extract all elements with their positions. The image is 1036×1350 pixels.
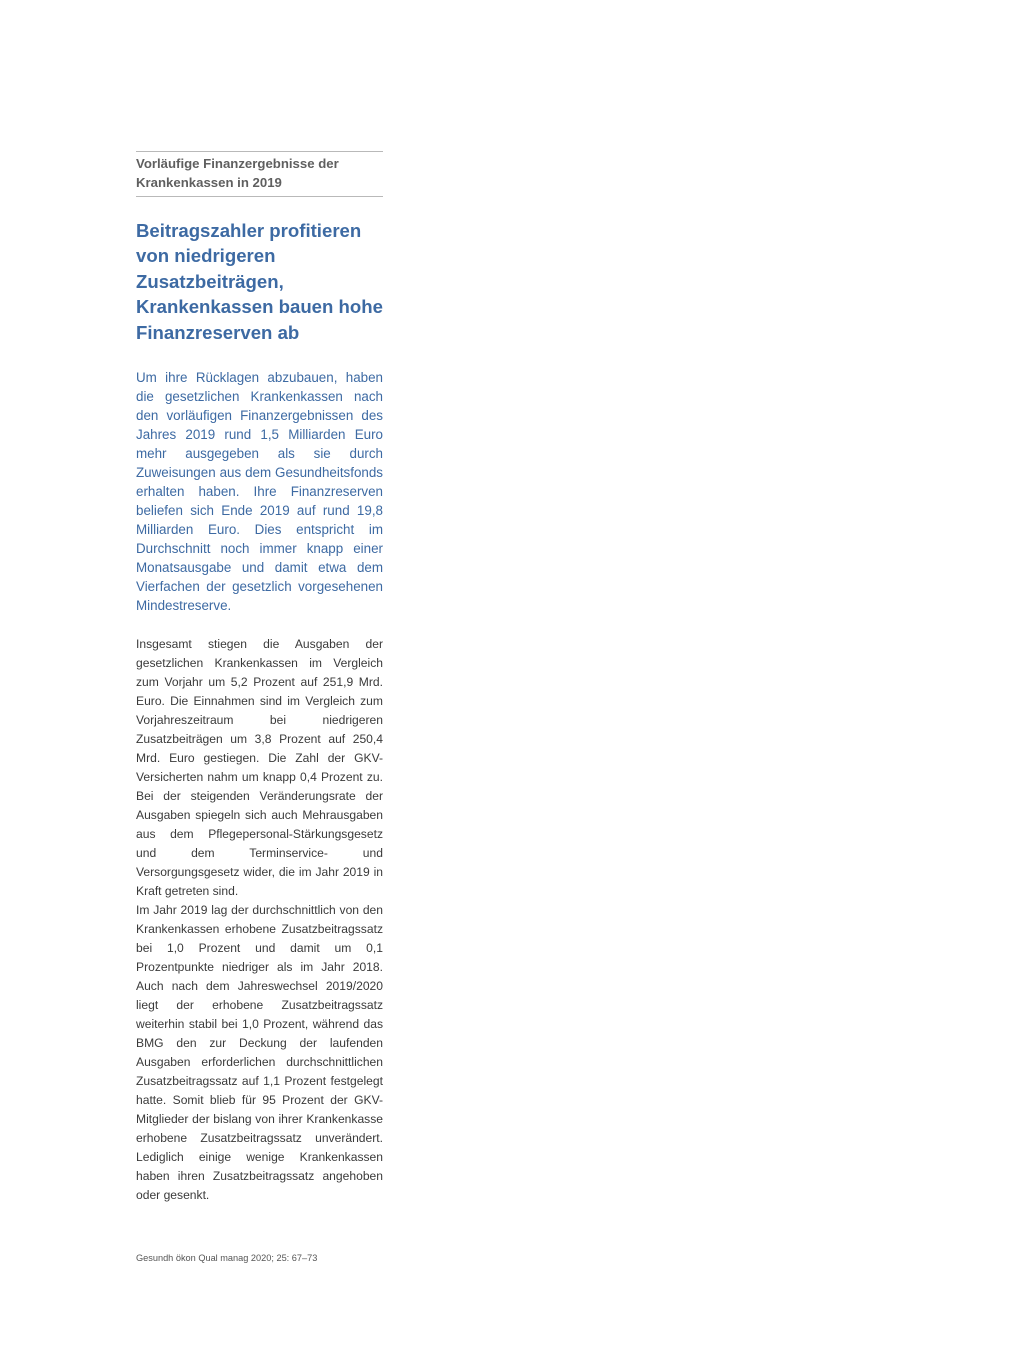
section-kicker bbox=[136, 154, 383, 192]
citation-footer: Gesundh ökon Qual manag 2020; 25: 67–73 bbox=[136, 1253, 318, 1263]
kicker-line-2: Krankenkassen in 2019 bbox=[136, 175, 282, 190]
lead-paragraph: Um ihre Rücklagen abzubauen, haben die gesetzlichen Krankenkassen nach den vorläufigen Finanzergebnissen des Jahres 2019 rund 1,5 Milliarden Euro mehr ausgegeben als sie durch Zuweisungen aus dem Gesundheitsfonds erhalten haben. Ihre Finanzreserven beliefen sich Ende 2019 auf rund 19,8 Milliarden Euro. Dies entspricht im Durchschnitt noch immer knapp einer Monatsausgabe und damit etwa dem Vierfachen der gesetzlich vorgesehenen Mindestreserve. bbox=[136, 370, 383, 613]
kicker-bottom-rule bbox=[136, 196, 383, 197]
body-paragraph-1: Insgesamt stiegen die Ausgaben der gesetzlichen Krankenkassen im Vergleich zum Vorjahr um 5,2 Prozent auf 251,9 Mrd. Euro. Die Einnahmen sind im Vergleich zum Vorjahreszeitraum bei niedrigeren Zusatzbeiträgen um 3,8 Prozent auf 250,4 Mrd. Euro gestiegen. Die Zahl der GKV-Versicherten nahm um knapp 0,4 Prozent zu. Bei der steigenden Veränderungsrate der Ausgaben spiegeln sich auch Mehrausgaben aus dem Pflegepersonal-Stärkungsgesetz und dem Terminservice- und Versorgungsgesetz wider, die im Jahr 2019 in Kraft getreten sind. bbox=[136, 637, 383, 898]
kicker-top-rule bbox=[136, 151, 383, 152]
article-headline: Beitragszahler profitieren von niedrigeren Zusatzbeiträgen, Krankenkassen bauen hohe Finanzreserven ab bbox=[136, 220, 383, 343]
body-paragraph-2: Im Jahr 2019 lag der durchschnittlich von den Krankenkassen erhobene Zusatzbeitragssatz bei 1,0 Prozent und damit um 0,1 Prozentpunkte niedriger als im Jahr 2018. Auch nach dem Jahreswechsel 2019/2020 liegt der erhobene Zusatzbeitragssatz weiterhin stabil bei 1,0 Prozent, während das BMG den zur Deckung der laufenden Ausgaben erforderlichen durchschnittlichen Zusatzbeitragssatz auf 1,1 Prozent festgelegt hatte. Somit blieb für 95 Prozent der GKV-Mitglieder der bislang von ihrer Krankenkasse erhobene Zusatzbeitragssatz unverändert. Lediglich einige wenige Krankenkassen haben ihren Zusatzbeitragssatz angehoben oder gesenkt. bbox=[136, 903, 383, 1202]
kicker-line-1: Vorläufige Finanzergebnisse der bbox=[136, 156, 339, 171]
